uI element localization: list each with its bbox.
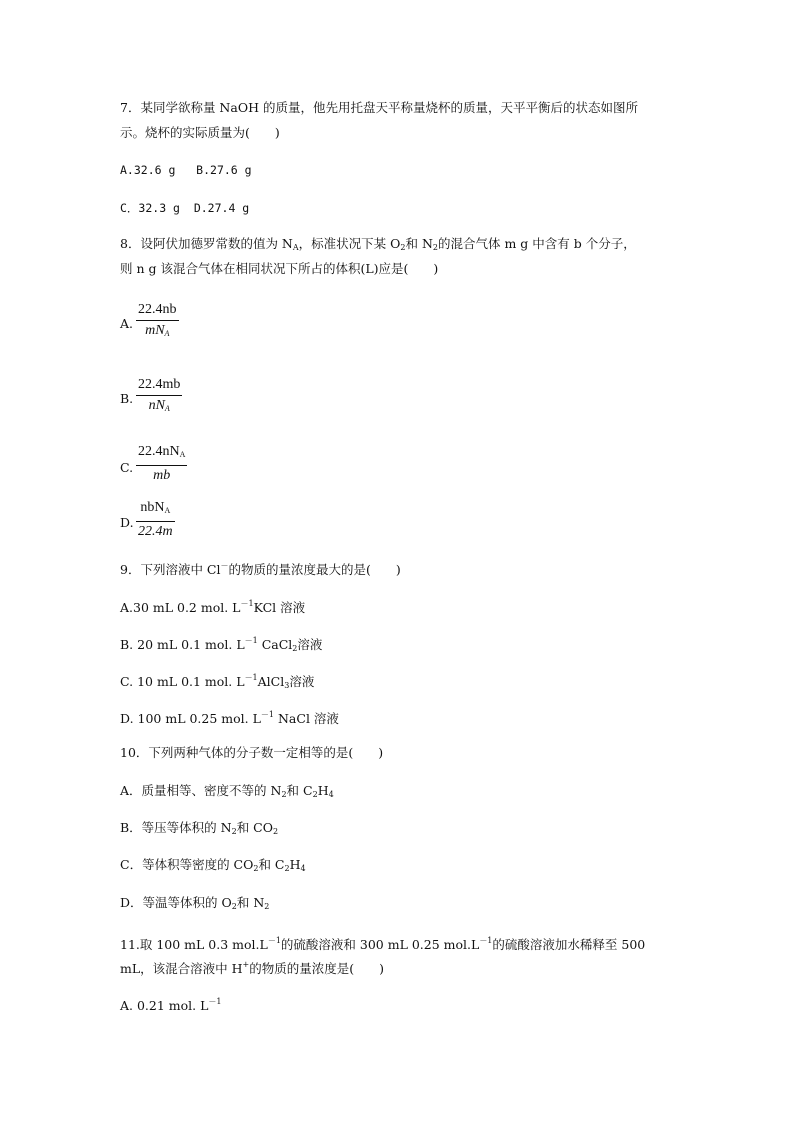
q7-stem-line1: 7．某同学欲称量 NaOH 的质量，他先用托盘天平称量烧杯的质量，天平平衡后的状态如图所 (120, 100, 638, 115)
q8-option-c-fraction: $22.4nN_A$ mb (138, 444, 186, 483)
q8-stem-line1: 8．设阿伏加德罗常数的值为 $N_A$，标准状况下某 $O_2$和 $N_2$的混合气体 m g 中含有 b 个分子， (120, 236, 636, 252)
q9-option-d: D. 100 mL 0.25 mol. $L^{-1}$ NaCl 溶液 (120, 710, 339, 726)
q8-option-b-label: B. (120, 391, 134, 406)
q7-options-ab (120, 162, 252, 178)
q10-stem: 10．下列两种气体的分子数一定相等的是( ) (120, 745, 384, 760)
q7-option-c: C．32.3 g (120, 201, 180, 215)
q11-option-a: A. 0.21 mol. $L^{-1}$ (120, 997, 222, 1013)
q9-option-a: A.30 mL 0.2 mol. $L^{-1}KCl$ 溶液 (120, 599, 306, 615)
q7-options-cd (120, 200, 249, 216)
q9-option-b: B. 20 mL 0.1 mol. $L^{-1}$ CaCl$_2$溶液 (120, 636, 323, 653)
q7-stem-line2: 示。烧杯的实际质量为( ) (120, 125, 280, 140)
q10-option-d: D．等温等体积的 $O_2$和 $N_2$ (120, 895, 270, 911)
q9-stem: 9．下列溶液中 Cl－的物质的量浓度最大的是( ) (120, 561, 401, 577)
q7-option-a: A.32.6 g (120, 163, 176, 177)
q9-option-c: C. 10 mL 0.1 mol. $L^{-1}AlCl_3$溶液 (120, 673, 315, 690)
q10-option-c: C．等体积等密度的 $CO_2$和 $C_2H_4$ (120, 857, 306, 873)
q8-option-d-label: D. (120, 515, 134, 530)
q11-stem-line2: mL，该混合溶液中 H+的物质的量浓度是( ) (120, 960, 384, 976)
q10-option-b: B．等压等体积的 $N_2$和 $CO_2$ (120, 820, 279, 836)
q8-option-a-fraction: 22.4nb $mN_A$ (138, 302, 177, 338)
q8-option-d-fraction: nbN$_A$ 22.4m (138, 500, 173, 539)
q8-option-b-fraction: 22.4mb $nN_A$ (138, 377, 181, 413)
q7-option-b: B.27.6 g (196, 163, 252, 177)
q8-option-c-label: C. (120, 460, 134, 475)
q8-option-a-label: A. (120, 316, 134, 331)
q7-option-d: D.27.4 g (193, 201, 250, 215)
q10-option-a: A．质量相等、密度不等的 $N_2$和 $C_2H_4$ (120, 783, 334, 799)
q11-stem-line1: 11.取 100 mL 0.3 $mol.L^{-1}$的硫酸溶液和 300 mL 0.25 $mol.L^{-1}$的硫酸溶液加水稀释至 500 (120, 936, 646, 952)
q8-stem-line2: 则 n g 该混合气体在相同状况下所占的体积(L)应是( ) (120, 261, 439, 276)
